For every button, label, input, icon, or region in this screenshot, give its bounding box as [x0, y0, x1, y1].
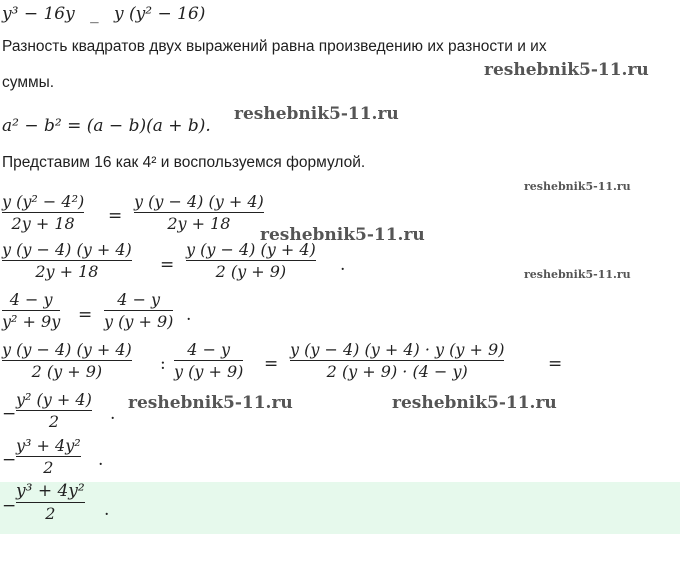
step6-num: y³ + 4y²	[16, 436, 81, 455]
answer-den: 2	[45, 504, 56, 523]
answer-minus: −	[2, 496, 17, 516]
step3-period: .	[186, 305, 192, 325]
step2-left-num: y (y − 4) (y + 4)	[2, 240, 132, 259]
step1-right-fraction	[134, 192, 264, 233]
step2-left-den: 2y + 18	[35, 262, 99, 281]
step6-fraction	[16, 436, 81, 477]
step1-right-num: y (y − 4) (y + 4)	[134, 192, 264, 211]
step3-right-den: y (y + 9)	[104, 312, 174, 331]
step4-num-c: y (y − 4) (y + 4) · y (y + 9)	[290, 340, 505, 359]
answer-fraction	[16, 482, 85, 523]
rule-text-2: суммы.	[2, 74, 55, 91]
step4-fraction-c	[290, 340, 504, 381]
step4-num-b: 4 − y	[187, 340, 231, 359]
step6-den: 2	[43, 458, 54, 477]
step1-left-num: y (y² − 4²)	[2, 192, 85, 211]
step5-fraction	[16, 390, 92, 431]
task-left: y³ − 16y	[2, 4, 75, 24]
step1-right-den: 2y + 18	[167, 214, 231, 233]
step4-division-colon: :	[160, 354, 166, 374]
step2-period: .	[340, 255, 346, 275]
task-separator: _	[90, 4, 99, 24]
fraction-bar	[16, 456, 81, 457]
step4-den-a: 2 (y + 9)	[31, 362, 103, 381]
step2-right-den: 2 (y + 9)	[215, 262, 287, 281]
step3-right-fraction	[104, 290, 173, 331]
step3-left-num: 4 − y	[9, 290, 53, 309]
fraction-bar	[2, 310, 60, 311]
step4-num-a: y (y − 4) (y + 4)	[2, 340, 132, 359]
step3-equals: =	[78, 305, 93, 325]
step4-fraction-b	[174, 340, 243, 381]
represent-text: Представим 16 как 4² и воспользуемся формулой.	[2, 154, 366, 171]
watermark: reshebnik5-11.ru	[484, 60, 649, 80]
watermark: reshebnik5-11.ru	[392, 393, 557, 413]
step5-num: y² (y + 4)	[16, 390, 92, 409]
step5-minus: −	[2, 404, 17, 424]
fraction-bar	[186, 260, 316, 261]
step4-fraction-a	[2, 340, 132, 381]
step4-equals-2: =	[548, 354, 563, 374]
step2-left-fraction	[2, 240, 132, 281]
fraction-bar	[174, 360, 243, 361]
step6-period: .	[98, 450, 104, 470]
step4-den-c: 2 (y + 9) · (4 − y)	[326, 362, 468, 381]
step1-left-den: 2y + 18	[11, 214, 75, 233]
step4-equals: =	[264, 354, 279, 374]
step2-equals: =	[160, 255, 175, 275]
watermark: reshebnik5-11.ru	[260, 225, 425, 245]
watermark: reshebnik5-11.ru	[524, 180, 631, 193]
fraction-bar	[104, 310, 173, 311]
step5-den: 2	[48, 412, 59, 431]
answer-highlight	[0, 482, 680, 534]
step5-period: .	[110, 404, 116, 424]
step3-right-num: 4 − y	[117, 290, 161, 309]
step1-equals: =	[108, 206, 123, 226]
answer-period: .	[104, 500, 110, 520]
difference-of-squares-formula: a² − b² = (a − b)(a + b).	[2, 116, 211, 136]
fraction-bar	[2, 260, 132, 261]
fraction-bar	[134, 212, 264, 213]
fraction-bar	[16, 410, 92, 411]
step4-den-b: y (y + 9)	[174, 362, 244, 381]
step3-left-den: y² + 9y	[2, 312, 61, 331]
fraction-bar	[2, 212, 84, 213]
task-right: y (y² − 16)	[114, 4, 206, 24]
answer-num: y³ + 4y²	[16, 481, 85, 501]
step2-right-num: y (y − 4) (y + 4)	[186, 240, 316, 259]
task-expression	[2, 4, 205, 24]
step2-right-fraction	[186, 240, 316, 281]
watermark: reshebnik5-11.ru	[128, 393, 293, 413]
step6-minus: −	[2, 450, 17, 470]
step1-left-fraction	[2, 192, 84, 233]
rule-text: Разность квадратов двух выражений равна произведению их разности и их	[2, 38, 547, 55]
fraction-bar	[16, 502, 85, 503]
fraction-bar	[290, 360, 504, 361]
fraction-bar	[2, 360, 132, 361]
watermark: reshebnik5-11.ru	[524, 268, 631, 281]
step3-left-fraction	[2, 290, 60, 331]
watermark: reshebnik5-11.ru	[234, 104, 399, 124]
